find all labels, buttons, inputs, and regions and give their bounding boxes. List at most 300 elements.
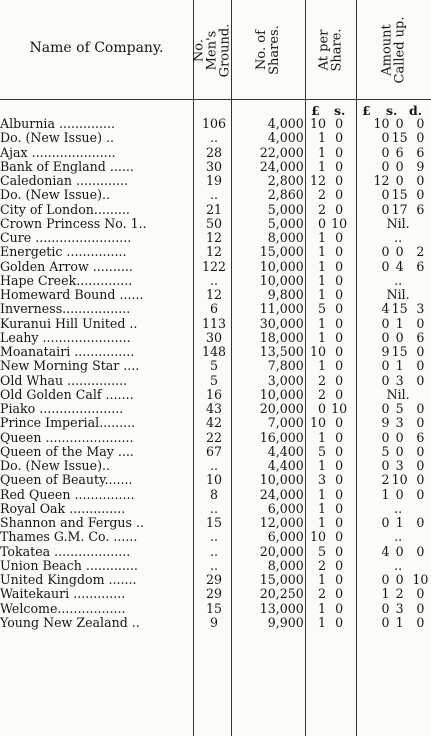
men-ground: 22 — [205, 430, 222, 445]
company-name: Do. (New Issue).. — [0, 459, 111, 473]
header-name-of-company: Name of Company. — [29, 40, 164, 56]
share-count: 18,000 — [259, 330, 304, 345]
header-amount-called-up: Amount Called up. — [379, 16, 408, 84]
share-count: 12,000 — [259, 516, 304, 530]
called-pounds: 12 — [373, 174, 390, 188]
per-share-pounds: 2 — [317, 387, 326, 402]
column-gap — [352, 188, 365, 202]
table-row — [0, 445, 431, 459]
share-count: 11,000 — [259, 302, 304, 317]
column-gap — [352, 559, 365, 573]
men-ground: 6 — [209, 302, 218, 317]
called-pounds: 9 — [381, 416, 390, 431]
column-gap — [352, 260, 365, 274]
called-shillings: 3 — [395, 416, 404, 431]
table-row — [0, 146, 431, 160]
per-share-shillings: 0 — [335, 473, 344, 488]
share-count: 10,000 — [259, 387, 304, 402]
called-pence: 2 — [416, 245, 425, 260]
per-share-pounds: 10 — [309, 416, 326, 431]
called-pence: 0 — [416, 117, 425, 131]
called-pounds: 0 — [381, 188, 390, 203]
company-name: Caledonian ............. — [0, 174, 129, 188]
men-ground: .. — [209, 273, 218, 288]
called-pence: 0 — [416, 345, 425, 359]
men-ground: 12 — [205, 288, 222, 302]
called-status: Nil. — [386, 216, 410, 231]
per-share-shillings: 0 — [335, 601, 344, 616]
table-row — [0, 573, 431, 587]
called-shillings: 0 — [395, 444, 404, 459]
called-shillings: 1 — [395, 615, 404, 630]
company-name: Red Queen ............... — [0, 487, 135, 502]
called-pence: 0 — [416, 444, 425, 459]
company-name: New Morning Star .... — [0, 359, 140, 374]
unit-called-pounds: £ — [362, 103, 371, 118]
column-gap — [352, 245, 365, 259]
share-count: 9,800 — [267, 288, 304, 302]
company-name: Old Whau ............... — [0, 373, 128, 388]
table-row — [0, 274, 431, 288]
column-gap — [352, 146, 365, 160]
called-pounds: 0 — [381, 259, 390, 274]
share-count: 20,000 — [259, 544, 304, 559]
unit-ps-shillings: s. — [334, 103, 346, 118]
column-gap — [352, 131, 365, 145]
column-gap — [352, 545, 365, 559]
men-ground: 28 — [205, 145, 222, 160]
column-gap — [352, 160, 365, 174]
per-share-pounds: 0 — [317, 402, 326, 416]
called-pounds: 0 — [381, 330, 390, 345]
column-gap — [352, 473, 365, 487]
header-rule — [0, 99, 431, 100]
called-pounds: 0 — [381, 402, 390, 416]
called-pounds: 0 — [381, 159, 390, 174]
company-name: Inverness................. — [0, 302, 131, 317]
per-share-shillings: 0 — [335, 145, 344, 160]
column-gap — [352, 117, 365, 131]
per-share-pounds: 2 — [317, 202, 326, 217]
called-shillings: 4 — [395, 259, 404, 274]
table-row — [0, 416, 431, 430]
men-ground: 43 — [205, 402, 222, 416]
per-share-pounds: 1 — [317, 487, 326, 502]
called-shillings: 5 — [395, 402, 404, 416]
company-name: Young New Zealand .. — [0, 615, 140, 630]
called-pounds: 0 — [381, 459, 390, 473]
table-row — [0, 530, 431, 544]
per-share-shillings: 0 — [335, 530, 344, 545]
per-share-shillings: 0 — [335, 131, 344, 146]
company-name: Do. (New Issue).. — [0, 188, 111, 203]
column-gap — [352, 587, 365, 601]
per-share-pounds: 1 — [317, 573, 326, 587]
called-pence: 6 — [416, 330, 425, 345]
men-ground: 29 — [205, 573, 222, 587]
per-share-pounds: 1 — [317, 245, 326, 260]
share-count: 2,860 — [267, 188, 304, 203]
column-gap — [352, 331, 365, 345]
share-count: 22,000 — [259, 145, 304, 160]
called-shillings: 0 — [395, 117, 404, 131]
called-pounds: 2 — [381, 473, 390, 488]
company-name: Leahy ...................... — [0, 330, 131, 345]
share-count: 4,400 — [267, 444, 304, 459]
company-name: City of London......... — [0, 202, 130, 217]
table-row — [0, 203, 431, 217]
men-ground: 8 — [209, 487, 218, 502]
called-pence: 0 — [416, 131, 425, 146]
called-shillings: 0 — [395, 159, 404, 174]
per-share-pounds: 1 — [317, 231, 326, 245]
table-row — [0, 359, 431, 373]
column-gap — [352, 416, 365, 430]
share-count: 5,000 — [267, 216, 304, 231]
company-name: Ajax ..................... — [0, 145, 116, 160]
called-shillings: 0 — [395, 573, 404, 587]
called-shillings: 3 — [395, 459, 404, 473]
per-share-shillings: 0 — [335, 516, 344, 530]
per-share-pounds: 5 — [317, 544, 326, 559]
called-pounds: 0 — [381, 145, 390, 160]
per-share-pounds: 1 — [317, 288, 326, 302]
called-pence: 0 — [416, 587, 425, 602]
table-row — [0, 188, 431, 202]
per-share-pounds: 2 — [317, 558, 326, 573]
men-ground: 148 — [201, 345, 226, 359]
per-share-pounds: 12 — [309, 174, 326, 188]
share-count: 24,000 — [259, 159, 304, 174]
per-share-shillings: 0 — [335, 544, 344, 559]
per-share-pounds: 1 — [317, 273, 326, 288]
column-gap — [352, 359, 365, 373]
column-gap — [352, 488, 365, 502]
column-gap — [352, 302, 365, 316]
called-pence: 0 — [416, 487, 425, 502]
called-shillings: 3 — [395, 601, 404, 616]
per-share-pounds: 3 — [317, 473, 326, 488]
column-gap — [352, 288, 365, 302]
share-count: 15,000 — [259, 245, 304, 260]
called-pounds: 4 — [381, 302, 390, 317]
column-gap — [352, 616, 365, 630]
per-share-shillings: 0 — [335, 259, 344, 274]
called-pounds: 1 — [381, 487, 390, 502]
called-pence: 0 — [416, 373, 425, 388]
share-count: 20,250 — [259, 587, 304, 602]
called-shillings: 0 — [395, 330, 404, 345]
called-pounds: 0 — [381, 601, 390, 616]
men-ground: .. — [209, 131, 218, 146]
per-share-shillings: 0 — [335, 487, 344, 502]
men-ground: 15 — [205, 601, 222, 616]
table-row — [0, 345, 431, 359]
unit-ps-pounds: £ — [311, 103, 320, 118]
per-share-shillings: 0 — [335, 302, 344, 317]
company-name: Thames G.M. Co. ...... — [0, 530, 138, 545]
called-pounds: 0 — [381, 516, 390, 530]
table-row — [0, 516, 431, 530]
called-status: Nil. — [386, 387, 410, 402]
per-share-pounds: 2 — [317, 587, 326, 602]
share-count: 16,000 — [259, 430, 304, 445]
table-row — [0, 559, 431, 573]
column-gap — [352, 516, 365, 530]
per-share-pounds: 10 — [309, 530, 326, 545]
called-status: Nil. — [386, 288, 410, 302]
men-ground: 9 — [209, 615, 218, 630]
called-shillings: 0 — [395, 174, 404, 188]
table-row — [0, 160, 431, 174]
column-gap — [352, 573, 365, 587]
share-count: 6,000 — [267, 501, 304, 516]
company-name: Royal Oak .............. — [0, 501, 126, 516]
column-gap — [352, 602, 365, 616]
called-status: .. — [394, 558, 403, 573]
column-gap — [352, 203, 365, 217]
called-pounds: 0 — [381, 245, 390, 260]
column-gap — [352, 431, 365, 445]
company-name: Queen of Beauty....... — [0, 473, 133, 488]
per-share-pounds: 1 — [317, 330, 326, 345]
table-row — [0, 587, 431, 601]
company-name: Queen ...................... — [0, 430, 134, 445]
unit-called-shillings: s. — [386, 103, 398, 118]
company-name: Piako ..................... — [0, 402, 124, 416]
called-pence: 0 — [416, 544, 425, 559]
per-share-shillings: 0 — [335, 359, 344, 374]
called-pence: 0 — [416, 316, 425, 331]
per-share-shillings: 0 — [335, 587, 344, 602]
share-count: 13,500 — [259, 345, 304, 359]
company-name: Shannon and Fergus .. — [0, 516, 145, 530]
called-pounds: 10 — [373, 117, 390, 131]
table-row — [0, 117, 431, 131]
column-gap — [352, 388, 365, 402]
table-row — [0, 174, 431, 188]
called-pence: 6 — [416, 145, 425, 160]
company-name: Union Beach ............. — [0, 558, 138, 573]
header-men-ground: No. Men's Ground. — [191, 23, 233, 77]
per-share-pounds: 1 — [317, 615, 326, 630]
called-pounds: 0 — [381, 131, 390, 146]
per-share-shillings: 0 — [335, 245, 344, 260]
per-share-shillings: 0 — [335, 330, 344, 345]
per-share-pounds: 1 — [317, 430, 326, 445]
called-pounds: 0 — [381, 359, 390, 374]
table-row — [0, 402, 431, 416]
called-shillings: 15 — [391, 345, 408, 359]
company-name: Hape Creek.............. — [0, 273, 133, 288]
per-share-shillings: 10 — [331, 216, 348, 231]
called-pence: 0 — [416, 615, 425, 630]
company-name: Prince Imperial......... — [0, 416, 136, 431]
called-shillings: 6 — [395, 145, 404, 160]
per-share-pounds: 1 — [317, 516, 326, 530]
share-count: 20,000 — [259, 402, 304, 416]
share-count: 10,000 — [259, 273, 304, 288]
per-share-shillings: 0 — [335, 174, 344, 188]
column-gap — [352, 374, 365, 388]
company-name: United Kingdom ....... — [0, 573, 137, 587]
per-share-pounds: 1 — [317, 359, 326, 374]
per-share-shillings: 0 — [335, 501, 344, 516]
called-pence: 0 — [416, 516, 425, 530]
table-row — [0, 217, 431, 231]
called-pence: 9 — [416, 159, 425, 174]
per-share-shillings: 0 — [335, 188, 344, 203]
men-ground: .. — [209, 188, 218, 203]
per-share-shillings: 0 — [335, 373, 344, 388]
share-count: 7,000 — [267, 416, 304, 431]
men-ground: 21 — [205, 202, 222, 217]
share-count: 10,000 — [259, 259, 304, 274]
men-ground: 29 — [205, 587, 222, 602]
company-name: Welcome................. — [0, 601, 126, 616]
men-ground: .. — [209, 544, 218, 559]
called-pence: 0 — [416, 174, 425, 188]
called-pounds: 9 — [381, 345, 390, 359]
called-pence: 0 — [416, 359, 425, 374]
called-shillings: 3 — [395, 373, 404, 388]
company-name: Cure ........................ — [0, 231, 132, 245]
per-share-shillings: 0 — [335, 202, 344, 217]
per-share-shillings: 0 — [335, 288, 344, 302]
called-shillings: 0 — [395, 544, 404, 559]
men-ground: 42 — [205, 416, 222, 431]
called-shillings: 0 — [395, 245, 404, 260]
company-name: Tokatea ................... — [0, 544, 131, 559]
per-share-shillings: 0 — [335, 444, 344, 459]
called-pounds: 5 — [381, 444, 390, 459]
men-ground: 5 — [209, 359, 218, 374]
company-rows — [0, 117, 431, 630]
table-row — [0, 602, 431, 616]
header-at-per-share: At per Share. — [316, 28, 345, 72]
called-pence: 0 — [416, 473, 425, 488]
table-row — [0, 431, 431, 445]
column-gap — [352, 217, 365, 231]
company-name: Do. (New Issue) .. — [0, 131, 115, 146]
called-shillings: 0 — [395, 487, 404, 502]
company-name: Energetic ............... — [0, 245, 127, 260]
called-shillings: 0 — [395, 430, 404, 445]
men-ground: .. — [209, 558, 218, 573]
per-share-shillings: 10 — [331, 402, 348, 416]
share-count: 8,000 — [267, 558, 304, 573]
share-count: 8,000 — [267, 231, 304, 245]
per-share-shillings: 0 — [335, 159, 344, 174]
table-row — [0, 459, 431, 473]
called-pence: 0 — [416, 188, 425, 203]
called-pence: 6 — [416, 430, 425, 445]
company-name: Queen of the May .... — [0, 444, 134, 459]
share-count: 6,000 — [267, 530, 304, 545]
men-ground: 122 — [201, 259, 226, 274]
called-pounds: 0 — [381, 202, 390, 217]
men-ground: 67 — [205, 444, 222, 459]
share-count: 4,000 — [267, 117, 304, 131]
share-count: 30,000 — [259, 316, 304, 331]
column-gap — [352, 345, 365, 359]
table-row — [0, 260, 431, 274]
company-name: Crown Princess No. 1.. — [0, 216, 147, 231]
called-pounds: 0 — [381, 316, 390, 331]
per-share-pounds: 2 — [317, 373, 326, 388]
called-pence: 0 — [416, 402, 425, 416]
company-name: Waitekauri ............. — [0, 587, 126, 602]
per-share-pounds: 1 — [317, 259, 326, 274]
per-share-shillings: 0 — [335, 430, 344, 445]
called-status: .. — [394, 530, 403, 545]
column-gap — [352, 445, 365, 459]
unit-called-pence: d. — [409, 103, 423, 118]
called-pounds: 0 — [381, 430, 390, 445]
share-count: 4,000 — [267, 131, 304, 146]
table-row — [0, 502, 431, 516]
company-name: Golden Arrow .......... — [0, 259, 133, 274]
called-pence: 6 — [416, 202, 425, 217]
share-count: 15,000 — [259, 573, 304, 587]
called-shillings: 10 — [391, 473, 408, 488]
called-pence: 0 — [416, 416, 425, 431]
per-share-shillings: 0 — [335, 387, 344, 402]
share-count: 7,800 — [267, 359, 304, 374]
called-shillings: 1 — [395, 359, 404, 374]
per-share-shillings: 0 — [335, 231, 344, 245]
per-share-pounds: 1 — [317, 459, 326, 473]
per-share-pounds: 1 — [317, 316, 326, 331]
men-ground: 15 — [205, 516, 222, 530]
share-count: 13,000 — [259, 601, 304, 616]
men-ground: 12 — [205, 245, 222, 260]
table-row — [0, 616, 431, 630]
table-row — [0, 374, 431, 388]
called-pounds: 1 — [381, 587, 390, 602]
table-row — [0, 473, 431, 487]
called-shillings: 1 — [395, 316, 404, 331]
company-name: Homeward Bound ...... — [0, 288, 144, 302]
per-share-shillings: 0 — [335, 345, 344, 359]
table-row — [0, 331, 431, 345]
called-status: .. — [394, 273, 403, 288]
called-shillings: 1 — [395, 516, 404, 530]
table-row — [0, 545, 431, 559]
column-gap — [352, 231, 365, 245]
company-name: Bank of England ...... — [0, 159, 134, 174]
called-pounds: 4 — [381, 544, 390, 559]
called-pence: 10 — [412, 573, 429, 587]
men-ground: 50 — [205, 216, 222, 231]
called-pence: 3 — [416, 302, 425, 317]
called-pence: 6 — [416, 259, 425, 274]
table-row — [0, 245, 431, 259]
called-status: .. — [394, 231, 403, 245]
share-count: 9,900 — [267, 615, 304, 630]
men-ground: 106 — [201, 117, 226, 131]
men-ground: 12 — [205, 231, 222, 245]
share-count: 10,000 — [259, 473, 304, 488]
called-shillings: 15 — [391, 188, 408, 203]
company-name: Old Golden Calf ....... — [0, 387, 134, 402]
per-share-pounds: 1 — [317, 159, 326, 174]
called-status: .. — [394, 501, 403, 516]
men-ground: 19 — [205, 174, 222, 188]
called-pounds: 0 — [381, 615, 390, 630]
share-count: 24,000 — [259, 487, 304, 502]
called-pence: 0 — [416, 459, 425, 473]
